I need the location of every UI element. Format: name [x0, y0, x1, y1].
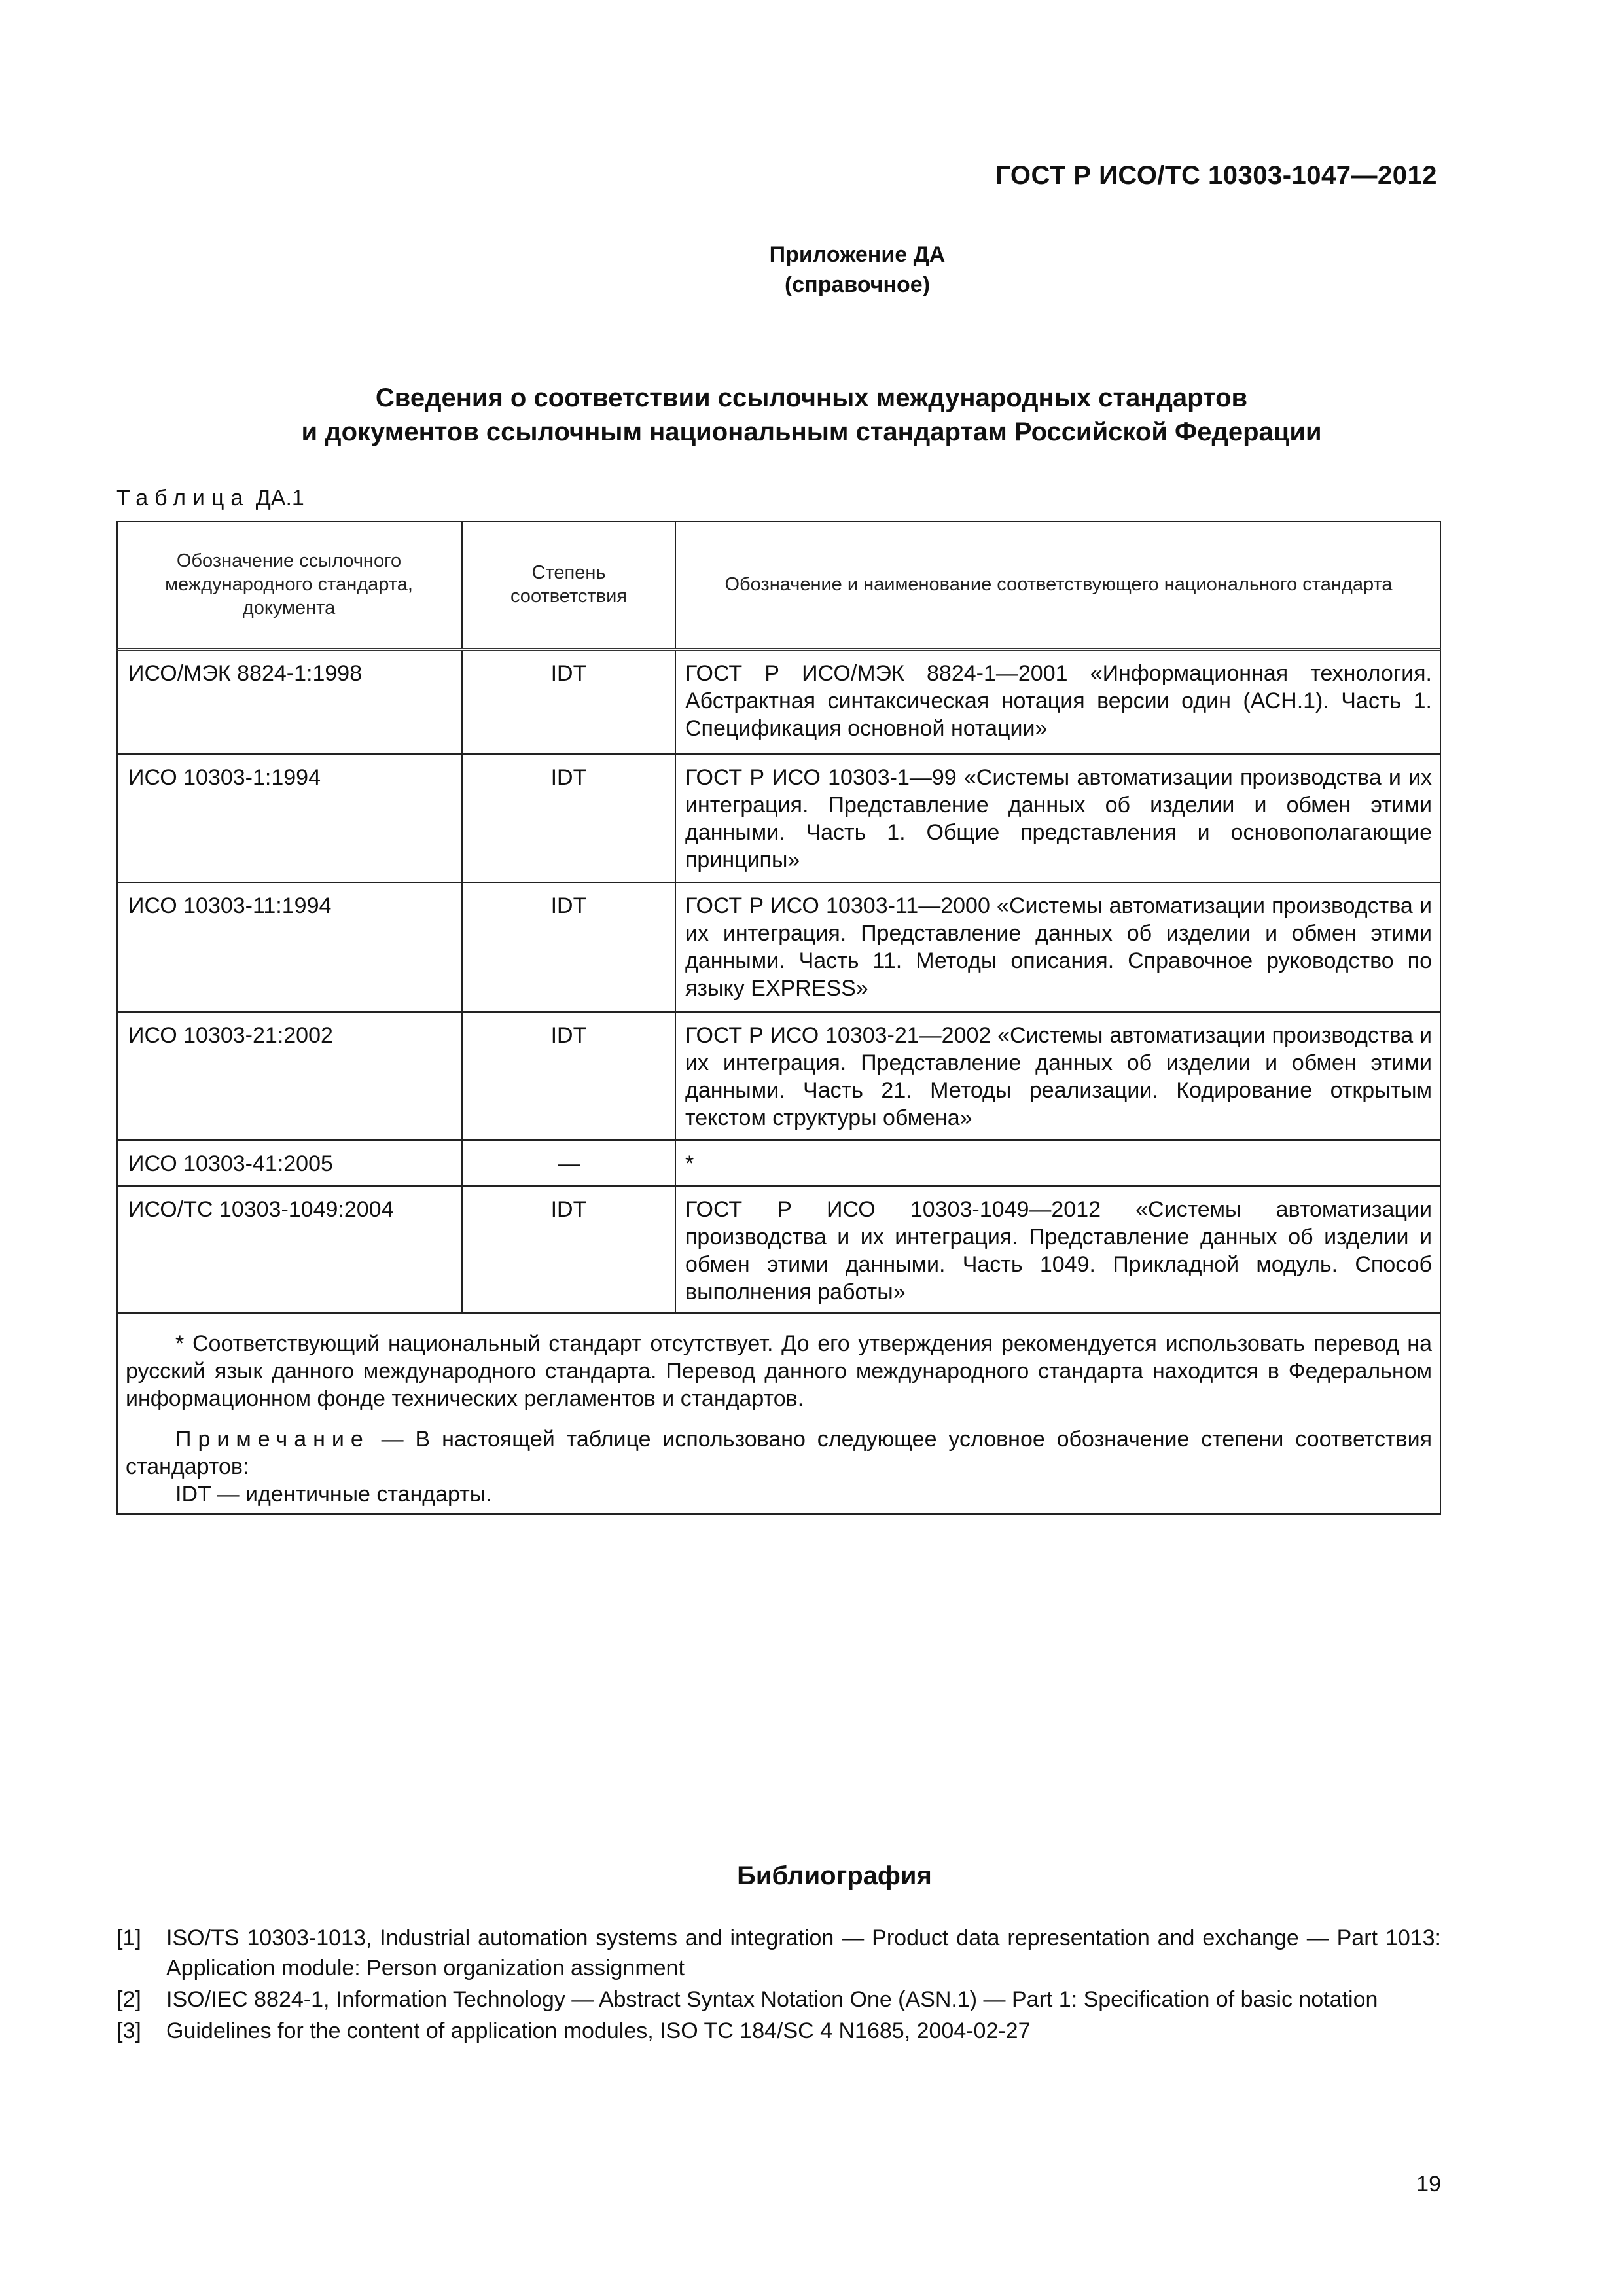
bibliography-list [116, 1923, 1441, 2047]
bibliography-entry-number: [2] [116, 1987, 141, 2012]
column-header-designation: Обозначение ссылочного международного стандарта, документа [116, 521, 462, 649]
cell-degree: IDT [462, 882, 675, 1012]
bibliography-entry [116, 1984, 1441, 2015]
document-code-header: ГОСТ Р ИСО/ТС 10303-1047—2012 [995, 161, 1437, 190]
cell-designation: ИСО/ТС 10303-1049:2004 [116, 1186, 462, 1313]
cell-national-standard: ГОСТ Р ИСО 10303-1—99 «Системы автоматизации производства и их интеграция. Представление данных об изделии и обмен этими данными. Часть 1. Общие представления и основополагающие принципы» [675, 754, 1441, 882]
cell-designation: ИСО 10303-41:2005 [116, 1140, 462, 1186]
cell-designation: ИСО 10303-1:1994 [116, 754, 462, 882]
table-label-number: ДА.1 [255, 486, 304, 511]
table-header-row [116, 521, 1441, 649]
column-header-degree: Степень соответствия [462, 521, 675, 649]
table-label [116, 486, 304, 511]
cell-degree: IDT [462, 754, 675, 882]
section-heading-line-2: и документов ссылочным национальным стандартам Российской Федерации [301, 418, 1322, 446]
table-row [116, 754, 1441, 882]
note-label: Примечание [175, 1427, 370, 1452]
cell-degree: — [462, 1140, 675, 1186]
table-label-word: Таблица [116, 486, 250, 511]
bibliography-entry-number: [3] [116, 2018, 141, 2043]
correspondence-table [116, 521, 1441, 1314]
cell-national-standard: ГОСТ Р ИСО 10303-21—2002 «Системы автоматизации производства и их интеграция. Представление данных об изделии и обмен этими данными. Часть 21. Методы реализации. Кодирование открытым текстом структуры обмена» [675, 1012, 1441, 1140]
cell-national-standard: ГОСТ Р ИСО/МЭК 8824-1—2001 «Информационная технология. Абстрактная синтаксическая нотация версии один (АСН.1). Часть 1. Спецификация основной нотации» [675, 649, 1441, 754]
table-note [126, 1426, 1432, 1480]
bibliography-entry [116, 1923, 1441, 1983]
page-number: 19 [1416, 2172, 1441, 2197]
table-row [116, 649, 1441, 754]
appendix-title: Приложение ДА [769, 242, 946, 267]
cell-degree: IDT [462, 1012, 675, 1140]
bibliography-title: Библиография [737, 1861, 932, 1890]
table-row [116, 882, 1441, 1012]
cell-designation: ИСО 10303-21:2002 [116, 1012, 462, 1140]
note-text: — В настоящей таблице использовано следующее условное обозначение степени соответствия стандартов: [126, 1427, 1432, 1479]
cell-national-standard: ГОСТ Р ИСО 10303-11—2000 «Системы автоматизации производства и их интеграция. Представление данных об изделии и обмен этими данными. Часть 11. Методы описания. Справочное руководство по языку EXPRESS» [675, 882, 1441, 1012]
appendix-subtitle: (справочное) [784, 272, 931, 297]
cell-national-standard: * [675, 1140, 1441, 1186]
bibliography-entry-number: [1] [116, 1926, 141, 1950]
bibliography-entry-text: Guidelines for the content of application modules, ISO TC 184/SC 4 N1685, 2004-02-27 [166, 2018, 1031, 2043]
bibliography-entry-text: ISO/TS 10303-1013, Industrial automation systems and integration — Product data representation and exchange — Part 1013: Application module: Person organization assignment [166, 1926, 1441, 1981]
table-footer [116, 1323, 1441, 1508]
column-header-national-standard: Обозначение и наименование соответствующего национального стандарта [675, 521, 1441, 649]
cell-national-standard: ГОСТ Р ИСО 10303-1049—2012 «Системы автоматизации производства и их интеграция. Представление данных об изделии и обмен этими данными. Часть 1049. Прикладной модуль. Способ выполнения работы» [675, 1186, 1441, 1313]
section-heading-line-1: Сведения о соответствии ссылочных международных стандартов [375, 384, 1248, 412]
note-legend: IDT — идентичные стандарты. [175, 1482, 492, 1507]
table-row [116, 1140, 1441, 1186]
table-row [116, 1186, 1441, 1313]
cell-degree: IDT [462, 1186, 675, 1313]
cell-designation: ИСО/МЭК 8824-1:1998 [116, 649, 462, 754]
bibliography-entry [116, 2016, 1441, 2046]
table-row [116, 1012, 1441, 1140]
table-footnote: * Соответствующий национальный стандарт отсутствует. До его утверждения рекомендуется использовать перевод на русский язык данного международного стандарта. Перевод данного международного стандарта находится в Федеральном информационном фонде технических регламентов и стандартов. [126, 1331, 1432, 1411]
cell-designation: ИСО 10303-11:1994 [116, 882, 462, 1012]
appendix-heading [46, 240, 1623, 300]
section-heading [0, 381, 1623, 449]
bibliography-entry-text: ISO/IEC 8824-1, Information Technology — Abstract Syntax Notation One (ASN.1) — Part 1: Specification of basic notation [166, 1987, 1378, 2012]
cell-degree: IDT [462, 649, 675, 754]
